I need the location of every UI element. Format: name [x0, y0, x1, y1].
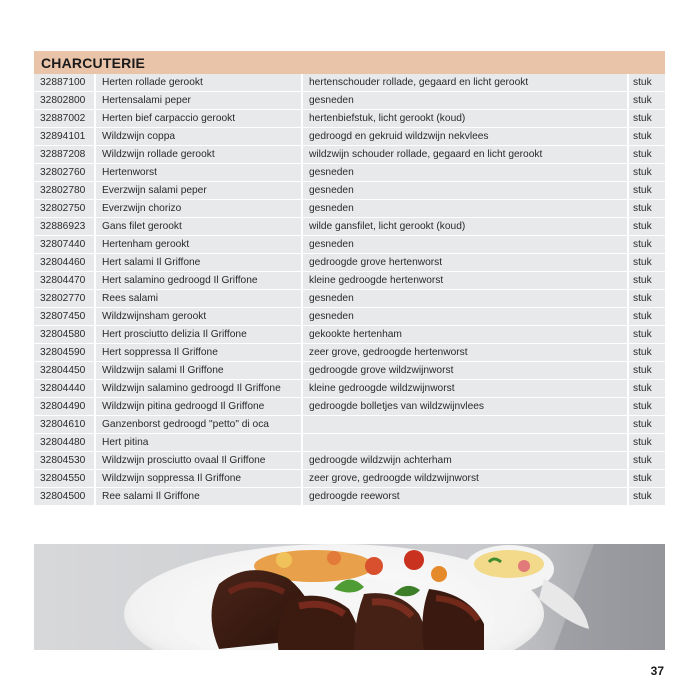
product-code: 32804460: [34, 254, 96, 272]
table-row: [34, 236, 665, 254]
product-description: hertenschouder rollade, gegaard en licht gerookt: [303, 74, 629, 92]
table-row: [34, 218, 665, 236]
product-name: Hert salamino gedroogd Il Griffone: [96, 272, 303, 290]
product-code: 32804500: [34, 488, 96, 506]
product-description: gedroogde wildzwijn achterham: [303, 452, 629, 470]
product-unit: stuk: [629, 164, 665, 182]
product-code: 32886923: [34, 218, 96, 236]
product-name: Hertenham gerookt: [96, 236, 303, 254]
product-code: 32804440: [34, 380, 96, 398]
product-code: 32804550: [34, 470, 96, 488]
table-row: [34, 344, 665, 362]
product-code: 32802800: [34, 92, 96, 110]
product-code: 32804610: [34, 416, 96, 434]
product-description: [303, 434, 629, 452]
product-name: Hert soppressa Il Griffone: [96, 344, 303, 362]
product-description: gedroogde bolletjes van wildzwijnvlees: [303, 398, 629, 416]
product-description: wilde gansfilet, licht gerookt (koud): [303, 218, 629, 236]
product-unit: stuk: [629, 380, 665, 398]
product-description: kleine gedroogde hertenworst: [303, 272, 629, 290]
product-description: [303, 416, 629, 434]
product-description: gesneden: [303, 308, 629, 326]
product-description: gesneden: [303, 92, 629, 110]
section-title: CHARCUTERIE: [34, 51, 665, 74]
product-unit: stuk: [629, 92, 665, 110]
table-row: [34, 110, 665, 128]
product-name: Ree salami Il Griffone: [96, 488, 303, 506]
product-unit: stuk: [629, 254, 665, 272]
product-name: Rees salami: [96, 290, 303, 308]
product-code: 32807440: [34, 236, 96, 254]
table-row: [34, 146, 665, 164]
product-code: 32804450: [34, 362, 96, 380]
product-unit: stuk: [629, 200, 665, 218]
product-code: 32807450: [34, 308, 96, 326]
product-description: gesneden: [303, 182, 629, 200]
product-unit: stuk: [629, 416, 665, 434]
product-name: Everzwijn chorizo: [96, 200, 303, 218]
table-row: [34, 182, 665, 200]
product-code: 32802770: [34, 290, 96, 308]
product-description: hertenbiefstuk, licht gerookt (koud): [303, 110, 629, 128]
product-name: Wildzwijn pitina gedroogd Il Griffone: [96, 398, 303, 416]
table-row: [34, 254, 665, 272]
table-row: [34, 398, 665, 416]
product-name: Hertensalami peper: [96, 92, 303, 110]
product-unit: stuk: [629, 344, 665, 362]
table-row: [34, 200, 665, 218]
product-name: Hert prosciutto delizia Il Griffone: [96, 326, 303, 344]
table-row: [34, 164, 665, 182]
table-row: [34, 488, 665, 506]
table-row: [34, 308, 665, 326]
product-description: gesneden: [303, 290, 629, 308]
product-name: Everzwijn salami peper: [96, 182, 303, 200]
table-row: [34, 326, 665, 344]
table-row: [34, 362, 665, 380]
product-description: gesneden: [303, 236, 629, 254]
table-row: [34, 434, 665, 452]
product-unit: stuk: [629, 470, 665, 488]
product-unit: stuk: [629, 308, 665, 326]
product-code: 32802760: [34, 164, 96, 182]
product-unit: stuk: [629, 272, 665, 290]
venison-dish-illustration: [34, 544, 665, 650]
product-unit: stuk: [629, 110, 665, 128]
product-code: 32887002: [34, 110, 96, 128]
product-description: gesneden: [303, 200, 629, 218]
product-code: 32887100: [34, 74, 96, 92]
product-description: kleine gedroogde wildzwijnworst: [303, 380, 629, 398]
table-row: [34, 128, 665, 146]
charcuterie-section: [34, 51, 665, 506]
product-code: 32887208: [34, 146, 96, 164]
product-unit: stuk: [629, 74, 665, 92]
page-number: 37: [650, 664, 664, 678]
product-name: Wildzwijn soppressa Il Griffone: [96, 470, 303, 488]
product-description: gedroogd en gekruid wildzwijn nekvlees: [303, 128, 629, 146]
product-description: gedroogde grove wildzwijnworst: [303, 362, 629, 380]
table-row: [34, 470, 665, 488]
product-unit: stuk: [629, 398, 665, 416]
table-row: [34, 380, 665, 398]
product-code: 32804530: [34, 452, 96, 470]
product-name: Hert pitina: [96, 434, 303, 452]
table-row: [34, 74, 665, 92]
product-code: 32804490: [34, 398, 96, 416]
product-name: Wildzwijn salamino gedroogd Il Griffone: [96, 380, 303, 398]
product-unit: stuk: [629, 362, 665, 380]
product-description: zeer grove, gedroogde wildzwijnworst: [303, 470, 629, 488]
product-name: Wildzwijn rollade gerookt: [96, 146, 303, 164]
product-description: zeer grove, gedroogde hertenworst: [303, 344, 629, 362]
product-code: 32894101: [34, 128, 96, 146]
product-code: 32804480: [34, 434, 96, 452]
product-table: [34, 74, 665, 506]
product-name: Ganzenborst gedroogd "petto" di oca: [96, 416, 303, 434]
product-unit: stuk: [629, 434, 665, 452]
product-unit: stuk: [629, 182, 665, 200]
product-description: gedroogde reeworst: [303, 488, 629, 506]
table-row: [34, 416, 665, 434]
product-code: 32802780: [34, 182, 96, 200]
table-row: [34, 452, 665, 470]
product-unit: stuk: [629, 452, 665, 470]
product-name: Wildzwijn salami Il Griffone: [96, 362, 303, 380]
product-name: Gans filet gerookt: [96, 218, 303, 236]
product-code: 32804470: [34, 272, 96, 290]
product-unit: stuk: [629, 326, 665, 344]
product-name: Hertenworst: [96, 164, 303, 182]
product-name: Herten bief carpaccio gerookt: [96, 110, 303, 128]
product-code: 32804590: [34, 344, 96, 362]
product-unit: stuk: [629, 290, 665, 308]
product-code: 32804580: [34, 326, 96, 344]
product-name: Hert salami Il Griffone: [96, 254, 303, 272]
product-code: 32802750: [34, 200, 96, 218]
dish-photo: [34, 544, 665, 650]
product-unit: stuk: [629, 128, 665, 146]
product-unit: stuk: [629, 236, 665, 254]
product-unit: stuk: [629, 218, 665, 236]
product-name: Herten rollade gerookt: [96, 74, 303, 92]
product-description: gedroogde grove hertenworst: [303, 254, 629, 272]
product-name: Wildzwijnsham gerookt: [96, 308, 303, 326]
product-description: gesneden: [303, 164, 629, 182]
product-unit: stuk: [629, 146, 665, 164]
product-description: wildzwijn schouder rollade, gegaard en licht gerookt: [303, 146, 629, 164]
product-name: Wildzwijn coppa: [96, 128, 303, 146]
product-unit: stuk: [629, 488, 665, 506]
table-row: [34, 272, 665, 290]
product-description: gekookte hertenham: [303, 326, 629, 344]
table-row: [34, 92, 665, 110]
table-row: [34, 290, 665, 308]
product-name: Wildzwijn prosciutto ovaal Il Griffone: [96, 452, 303, 470]
